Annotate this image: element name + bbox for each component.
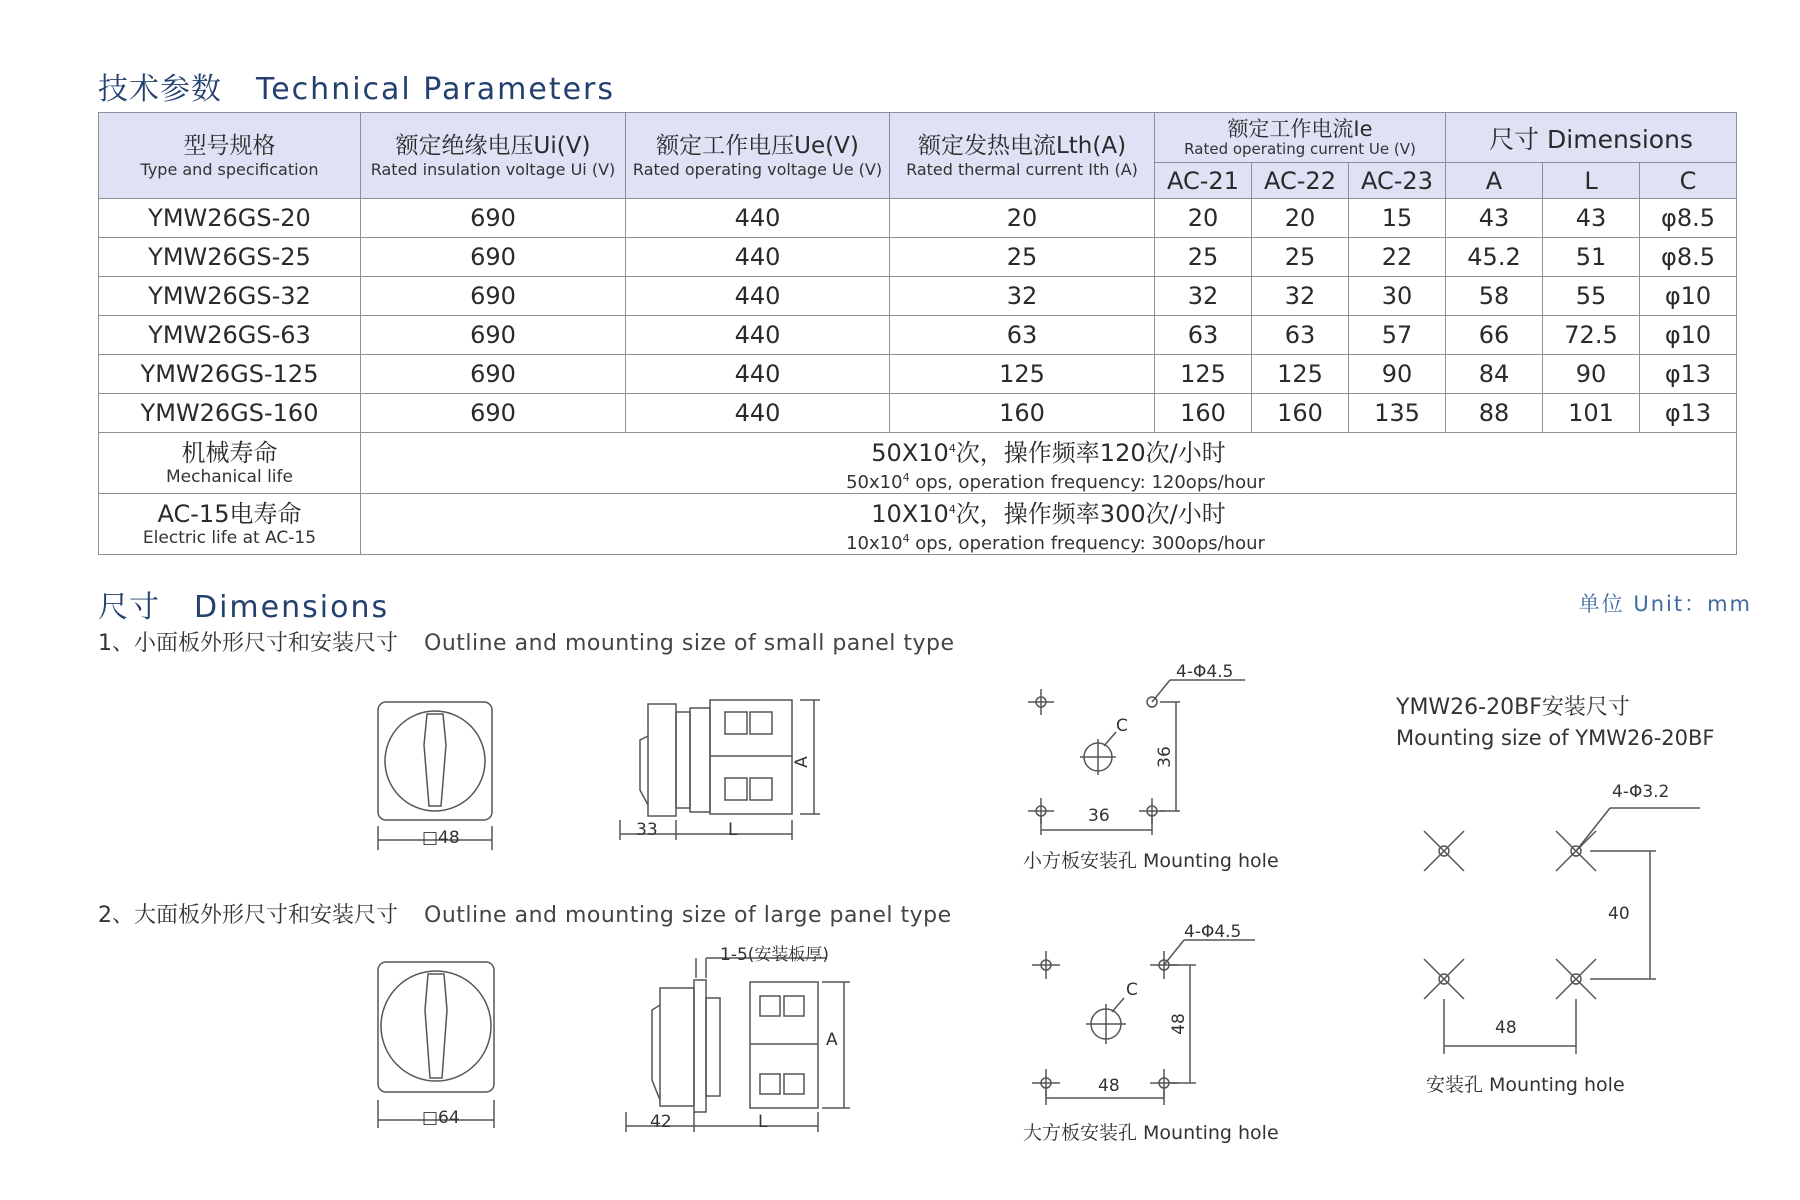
table-cell: YMW26GS-125 bbox=[99, 355, 361, 394]
dimensions-title-en: Dimensions bbox=[194, 590, 390, 625]
table-cell: 58 bbox=[1446, 277, 1543, 316]
table-cell: 63 bbox=[1155, 316, 1252, 355]
dim-40-label: 40 bbox=[1608, 904, 1630, 924]
bf-subtitle: Mounting size of YMW26-20BF bbox=[1396, 726, 1715, 750]
table-cell: 440 bbox=[626, 355, 890, 394]
tech-params-title-cn: 技术参数 bbox=[98, 72, 222, 107]
table-cell: 20 bbox=[890, 199, 1155, 238]
small-panel-subtitle: 1、小面板外形尺寸和安装尺寸 Outline and mounting size of small panel type bbox=[98, 631, 955, 656]
table-cell: 690 bbox=[361, 355, 626, 394]
dim-l-large-label: L bbox=[758, 1112, 768, 1132]
square-48-label: □48 bbox=[422, 828, 460, 848]
table-cell: 32 bbox=[1252, 277, 1349, 316]
table-cell: 160 bbox=[890, 394, 1155, 433]
bf-hole-caption: 安装孔 Mounting hole bbox=[1426, 1074, 1625, 1096]
table-cell: 22 bbox=[1349, 238, 1446, 277]
table-cell: 690 bbox=[361, 277, 626, 316]
header-ac21: AC-21 bbox=[1155, 163, 1252, 199]
unit-label: 单位 Unit：mm bbox=[1578, 592, 1752, 616]
dim-48-horiz-label: 48 bbox=[1098, 1076, 1120, 1096]
large-hole-caption: 大方板安装孔 Mounting hole bbox=[1023, 1122, 1279, 1144]
table-cell: 88 bbox=[1446, 394, 1543, 433]
dim-42-label: 42 bbox=[650, 1112, 672, 1132]
table-cell: 20 bbox=[1155, 199, 1252, 238]
table-cell: 160 bbox=[1155, 394, 1252, 433]
tech-params-title-en: Technical Parameters bbox=[256, 72, 615, 107]
table-cell: 440 bbox=[626, 277, 890, 316]
table-cell: YMW26GS-20 bbox=[99, 199, 361, 238]
header-ac22: AC-22 bbox=[1252, 163, 1349, 199]
table-cell: φ10 bbox=[1640, 316, 1737, 355]
table-cell: 690 bbox=[361, 199, 626, 238]
mechanical-life-value: $50X10^4$次，操作频率120次/小时 $50x10^4$ ops, operation frequency: 120ops/hour bbox=[361, 433, 1737, 494]
table-cell: 55 bbox=[1543, 277, 1640, 316]
small-panel-side-drawing bbox=[620, 700, 820, 840]
table-cell: φ8.5 bbox=[1640, 199, 1737, 238]
table-cell: 90 bbox=[1543, 355, 1640, 394]
table-cell: 25 bbox=[1155, 238, 1252, 277]
table-cell: YMW26GS-25 bbox=[99, 238, 361, 277]
table-cell: YMW26GS-32 bbox=[99, 277, 361, 316]
dim-c-small-label: C bbox=[1116, 716, 1128, 736]
dim-36-horiz-label: 36 bbox=[1088, 806, 1110, 826]
large-mounting-hole-drawing bbox=[1032, 940, 1255, 1105]
holes-45-large-label: 4-Φ4.5 bbox=[1184, 922, 1242, 942]
table-cell: 125 bbox=[1155, 355, 1252, 394]
table-cell: 690 bbox=[361, 394, 626, 433]
table-cell: φ13 bbox=[1640, 355, 1737, 394]
table-cell: 45.2 bbox=[1446, 238, 1543, 277]
electric-life-label: AC-15电寿命 Electric life at AC-15 bbox=[99, 494, 361, 555]
table-cell: 25 bbox=[1252, 238, 1349, 277]
header-l: L bbox=[1543, 163, 1640, 199]
table-cell: φ10 bbox=[1640, 277, 1737, 316]
table-cell: 43 bbox=[1446, 199, 1543, 238]
dim-36-vert-label: 36 bbox=[1154, 746, 1175, 768]
table-cell: φ13 bbox=[1640, 394, 1737, 433]
header-ie: 额定工作电流Ie Rated operating current Ue (V) bbox=[1155, 113, 1446, 163]
square-64-label: □64 bbox=[422, 1108, 460, 1128]
table-cell: 160 bbox=[1252, 394, 1349, 433]
table-cell: 32 bbox=[1155, 277, 1252, 316]
table-cell: 51 bbox=[1543, 238, 1640, 277]
table-cell: 690 bbox=[361, 238, 626, 277]
table-cell: 66 bbox=[1446, 316, 1543, 355]
header-ac23: AC-23 bbox=[1349, 163, 1446, 199]
header-dimensions: 尺寸 Dimensions bbox=[1446, 113, 1737, 163]
large-panel-front-drawing bbox=[378, 962, 494, 1128]
holes-45-small-label: 4-Φ4.5 bbox=[1176, 662, 1234, 682]
table-cell: 72.5 bbox=[1543, 316, 1640, 355]
large-panel-subtitle: 2、大面板外形尺寸和安装尺寸 Outline and mounting size of large panel type bbox=[98, 903, 952, 928]
table-cell: 63 bbox=[890, 316, 1155, 355]
dim-33-label: 33 bbox=[636, 820, 658, 840]
large-panel-side-drawing bbox=[626, 958, 850, 1132]
bf-mounting-drawing bbox=[1424, 808, 1700, 1054]
table-cell: 440 bbox=[626, 238, 890, 277]
table-cell: YMW26GS-63 bbox=[99, 316, 361, 355]
dimensions-title-cn: 尺寸 bbox=[98, 590, 160, 625]
table-cell: 90 bbox=[1349, 355, 1446, 394]
table-cell: 32 bbox=[890, 277, 1155, 316]
header-a: A bbox=[1446, 163, 1543, 199]
header-ith: 额定发热电流Lth(A) Rated thermal current Ith (A) bbox=[890, 113, 1155, 199]
small-mounting-hole-drawing bbox=[1028, 680, 1245, 835]
table-cell: 43 bbox=[1543, 199, 1640, 238]
header-c: C bbox=[1640, 163, 1737, 199]
table-cell: 63 bbox=[1252, 316, 1349, 355]
table-cell: 690 bbox=[361, 316, 626, 355]
table-cell: YMW26GS-160 bbox=[99, 394, 361, 433]
small-hole-caption: 小方板安装孔 Mounting hole bbox=[1023, 850, 1279, 872]
header-ue: 额定工作电压Ue(V) Rated operating voltage Ue (V) bbox=[626, 113, 890, 199]
table-cell: 440 bbox=[626, 316, 890, 355]
table-cell: φ8.5 bbox=[1640, 238, 1737, 277]
table-cell: 84 bbox=[1446, 355, 1543, 394]
plate-thickness-label: 1-5(安装板厚) bbox=[720, 945, 830, 965]
table-cell: 440 bbox=[626, 199, 890, 238]
dim-c-large-label: C bbox=[1126, 980, 1138, 1000]
table-cell: 20 bbox=[1252, 199, 1349, 238]
header-model: 型号规格 Type and specification bbox=[99, 113, 361, 199]
table-cell: 30 bbox=[1349, 277, 1446, 316]
table-cell: 440 bbox=[626, 394, 890, 433]
table-cell: 125 bbox=[890, 355, 1155, 394]
dim-a-small-label: A bbox=[791, 756, 812, 768]
table-cell: 15 bbox=[1349, 199, 1446, 238]
table-cell: 25 bbox=[890, 238, 1155, 277]
table-cell: 125 bbox=[1252, 355, 1349, 394]
holes-32-label: 4-Φ3.2 bbox=[1612, 782, 1670, 802]
electric-life-value: $10X10^4$次，操作频率300次/小时 $10x10^4$ ops, operation frequency: 300ops/hour bbox=[361, 494, 1737, 555]
dim-a-large-label: A bbox=[826, 1030, 838, 1050]
table-cell: 135 bbox=[1349, 394, 1446, 433]
dim-48-vert-label: 48 bbox=[1168, 1013, 1189, 1035]
table-cell: 101 bbox=[1543, 394, 1640, 433]
dim-48-bf-label: 48 bbox=[1495, 1018, 1517, 1038]
table-cell: 57 bbox=[1349, 316, 1446, 355]
mechanical-life-label: 机械寿命 Mechanical life bbox=[99, 433, 361, 494]
bf-title: YMW26-20BF安装尺寸 bbox=[1396, 695, 1630, 720]
header-ui: 额定绝缘电压Ui(V) Rated insulation voltage Ui (V) bbox=[361, 113, 626, 199]
dim-l-small-label: L bbox=[728, 820, 738, 840]
